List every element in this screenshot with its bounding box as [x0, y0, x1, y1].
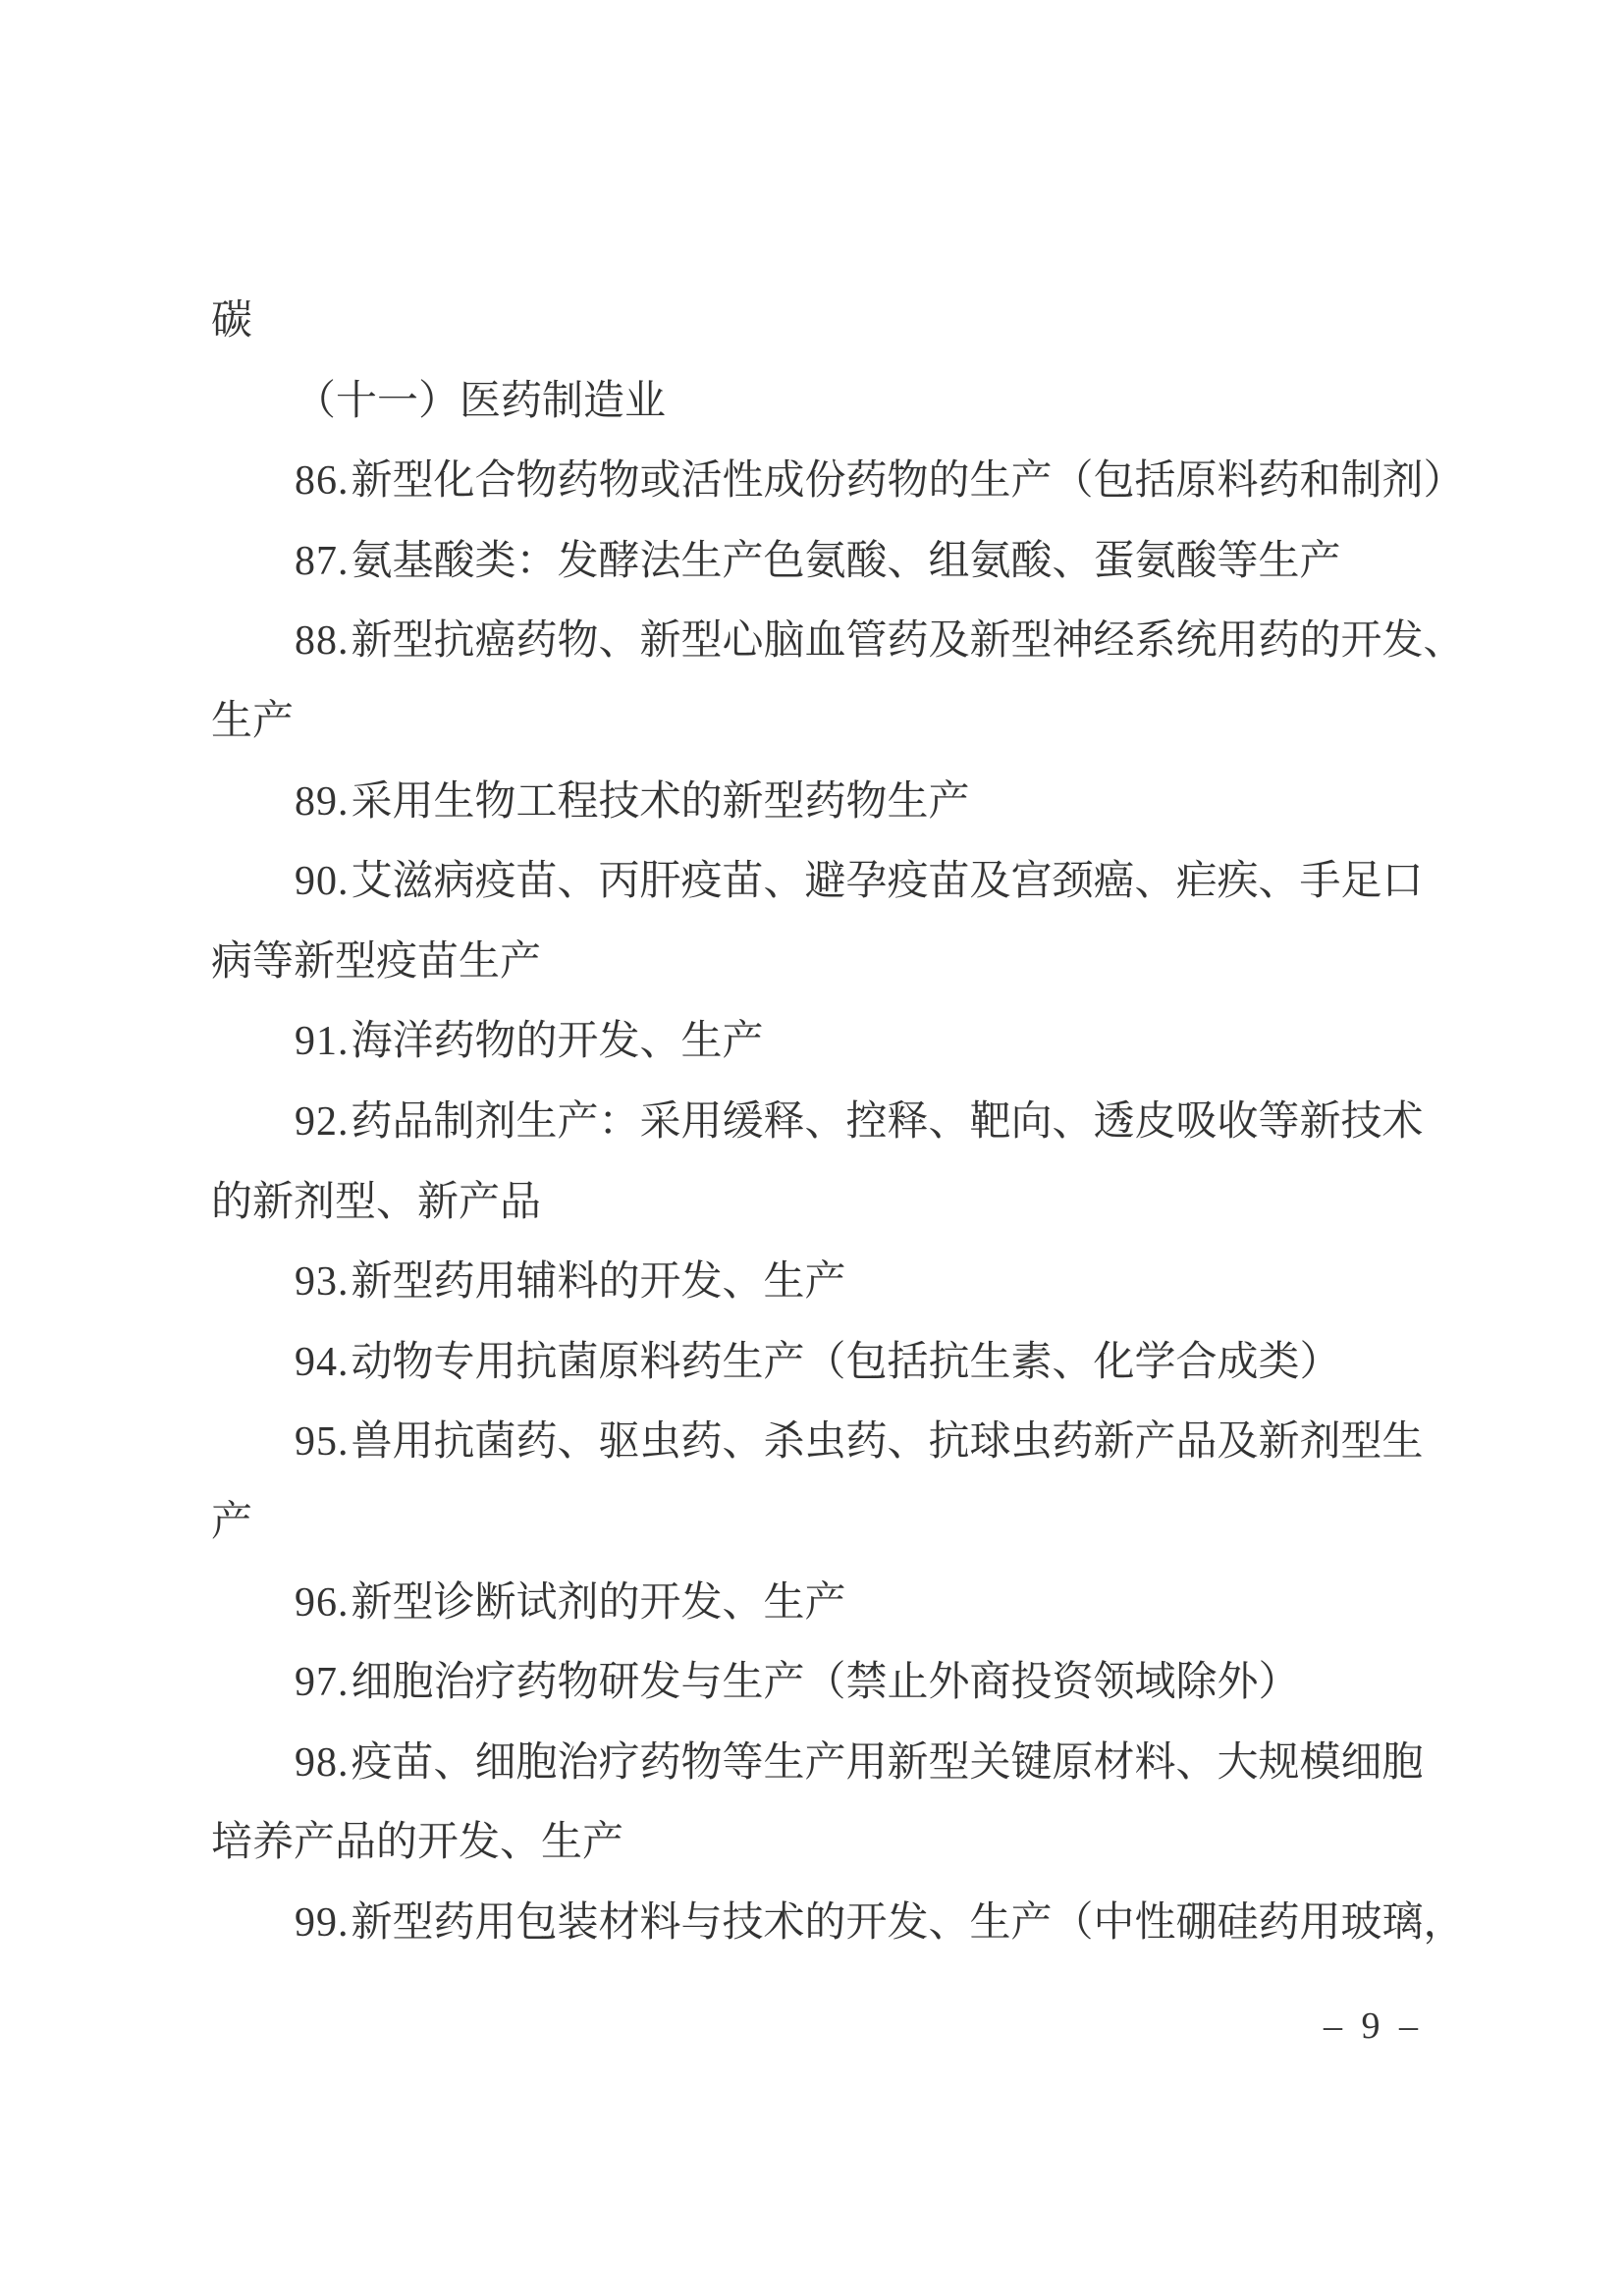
list-item: 99.新型药用包装材料与技术的开发、生产（中性硼硅药用玻璃， [295, 1897, 1465, 1946]
list-item: 97.细胞治疗药物研发与生产（禁止外商投资领域除外） [295, 1658, 1300, 1706]
item-number: 95. [295, 1419, 350, 1466]
item-number: 93. [295, 1259, 350, 1306]
section-heading: （十一）医药制造业 [295, 376, 667, 423]
continuation-line: 生产 [211, 696, 295, 743]
list-item: 98.疫苗、细胞治疗药物等生产用新型关键原材料、大规模细胞 [295, 1737, 1424, 1786]
item-number: 87. [295, 538, 350, 584]
item-number: 89. [295, 778, 350, 825]
continuation-line: 的新剂型、新产品 [211, 1177, 542, 1224]
continuation-line: 碳 [211, 296, 253, 343]
page-number: – 9 – [1324, 2005, 1418, 2047]
list-item: 90.艾滋病疫苗、丙肝疫苗、避孕疫苗及宫颈癌、疟疾、手足口 [295, 857, 1424, 905]
item-number: 91. [295, 1019, 350, 1065]
document-body [211, 280, 1465, 1961]
list-item: 92.药品制剂生产：采用缓释、控释、靶向、透皮吸收等新技术 [295, 1096, 1424, 1145]
item-number: 88. [295, 618, 350, 665]
item-number: 96. [295, 1579, 350, 1626]
list-item: 87.氨基酸类：发酵法生产色氨酸、组氨酸、蛋氨酸等生产 [295, 536, 1341, 584]
item-number: 90. [295, 859, 350, 905]
list-item: 93.新型药用辅料的开发、生产 [295, 1257, 846, 1306]
list-item: 94.动物专用抗菌原料药生产（包括抗生素、化学合成类） [295, 1337, 1341, 1385]
list-item: 86.新型化合物药物或活性成份药物的生产（包括原料药和制剂） [295, 456, 1465, 505]
list-item: 91.海洋药物的开发、生产 [295, 1017, 764, 1065]
item-number: 94. [295, 1339, 350, 1385]
list-item: 95.兽用抗菌药、驱虫药、杀虫药、抗球虫药新产品及新剂型生 [295, 1417, 1424, 1466]
list-item: 89.采用生物工程技术的新型药物生产 [295, 776, 970, 825]
continuation-line: 培养产品的开发、生产 [211, 1818, 624, 1865]
item-number: 99. [295, 1899, 350, 1946]
item-number: 98. [295, 1739, 350, 1786]
item-number: 86. [295, 458, 350, 505]
continuation-line: 病等新型疫苗生产 [211, 936, 542, 984]
list-item: 88.新型抗癌药物、新型心脑血管药及新型神经系统用药的开发、 [295, 616, 1465, 665]
continuation-line: 产 [211, 1497, 253, 1544]
item-number: 97. [295, 1660, 350, 1706]
item-number: 92. [295, 1098, 350, 1145]
list-item: 96.新型诊断试剂的开发、生产 [295, 1577, 846, 1626]
